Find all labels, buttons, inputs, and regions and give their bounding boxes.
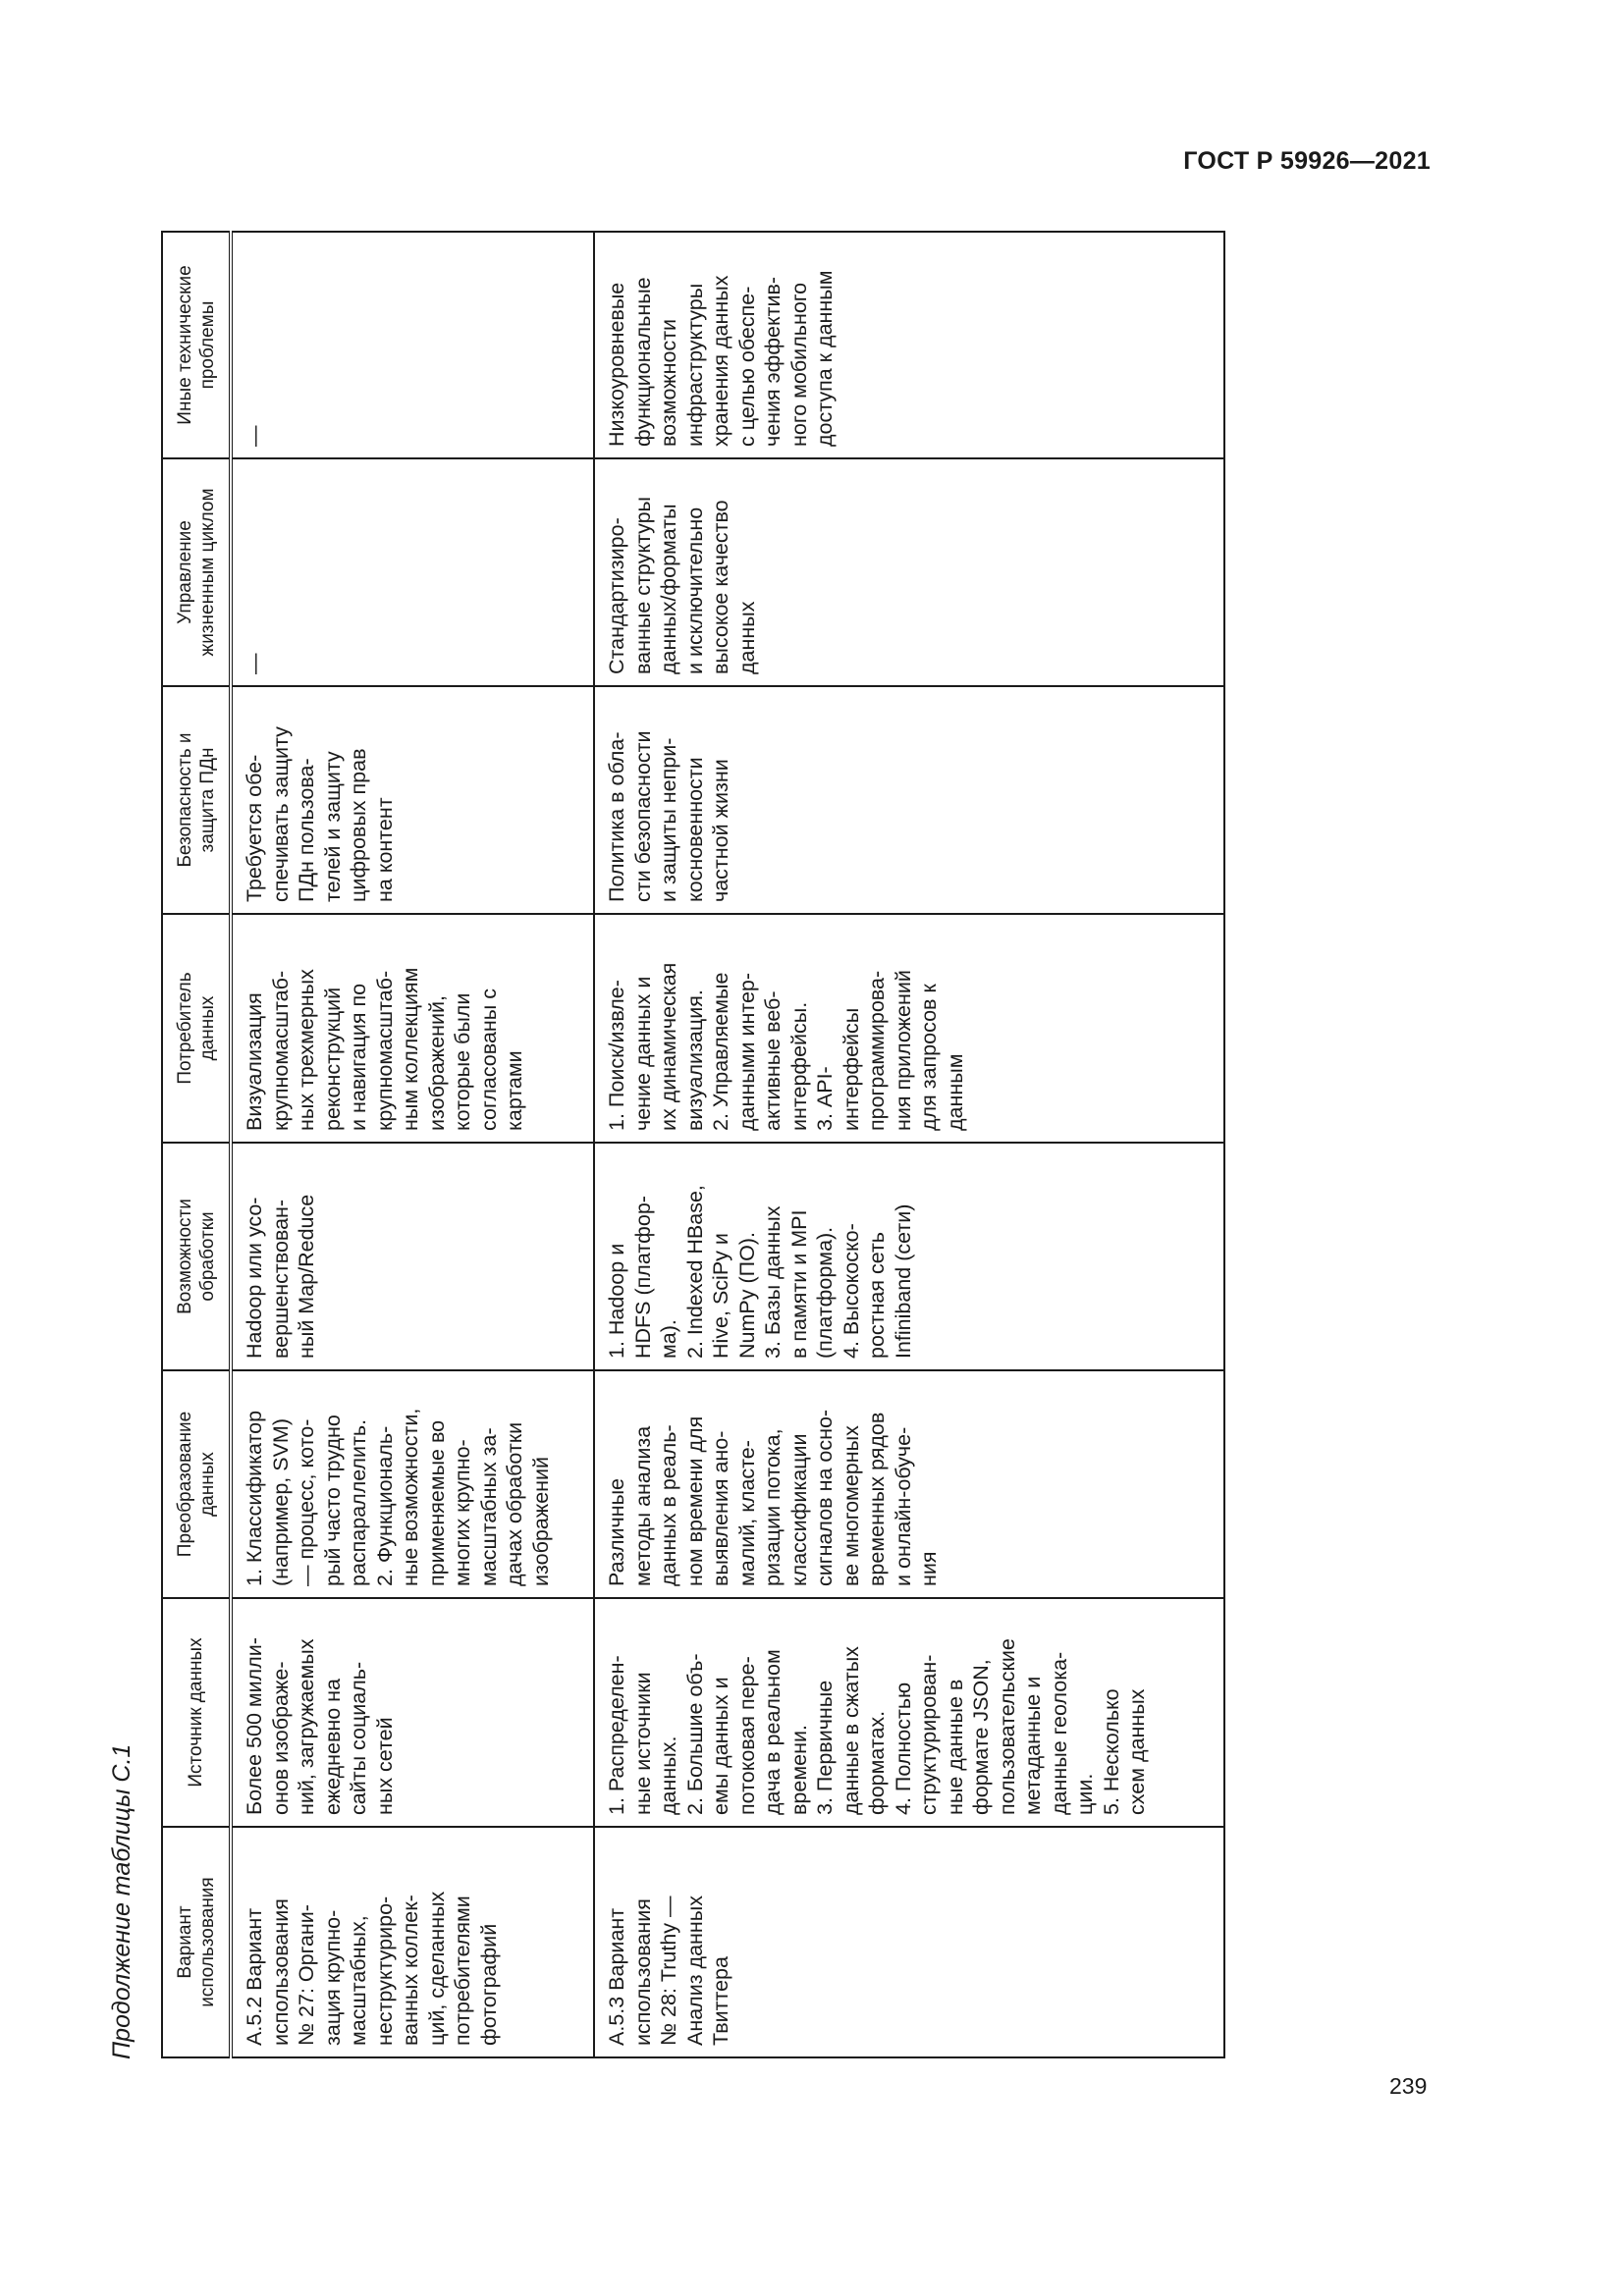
- cell-lifecycle: Стандартизиро- ванные структуры данных/форматы и исключительно высокое качество данных: [594, 458, 1224, 686]
- cell-consumer: 1. Поиск/извле- чение данных и их динамическая визуализация. 2. Управляемые данными интер- активные веб- интерфейсы. 3. API- интерфейсы программирова- ния приложений для запросов к данным: [594, 914, 1224, 1143]
- rotated-table-wrapper: [161, 233, 1225, 2058]
- header-row: [162, 232, 231, 2057]
- cell-data-source: 1. Распределен- ные источники данных. 2. Большие объ- емы данных и потоковая пере- дача в реальном времени. 3. Первичные данные в сжатых форматах. 4. Полностью структурирован- ные данные в формате JSON, пользовательские метаданные и данные геолока- ции. 5. Несколько схем данных: [594, 1598, 1224, 1827]
- table-row: [594, 232, 1224, 2057]
- cell-security: Требуется обе- спечивать защиту ПДн пользова- телей и защиту цифровых прав на контент: [231, 686, 594, 914]
- page-number: 239: [1389, 2073, 1428, 2099]
- cell-use-case: А.5.3 Вариант использования № 28: Truthy — Анализ данных Твиттера: [594, 1827, 1224, 2057]
- col-header-lifecycle: Управление жизненным циклом: [162, 458, 231, 686]
- cell-transformation: 1. Классификатор (например, SVM) — процесс, кото- рый часто трудно распараллелить. 2. Функциональ- ные возможности, применяемые во многих крупно- масштабных за- дачах обработки изображений: [231, 1370, 594, 1598]
- cell-capabilities: 1. Hadoop и HDFS (платфор- ма). 2. Indexed HBase, Hive, SciPy и NumPy (ПО). 3. Базы данных в памяти и MPI (платформа). 4. Высокоско- ростная сеть Infiniband (сети): [594, 1143, 1224, 1370]
- col-header-security: Безопасность и защита ПДн: [162, 686, 231, 914]
- col-header-consumer: Потребитель данных: [162, 914, 231, 1143]
- cell-other: —: [231, 232, 594, 458]
- col-header-capabilities: Возможности обработки: [162, 1143, 231, 1370]
- standard-code: ГОСТ Р 59926—2021: [1183, 147, 1431, 175]
- table-row: [231, 232, 594, 2057]
- col-header-transformation: Преобразование данных: [162, 1370, 231, 1598]
- cell-transformation: Различные методы анализа данных в реаль- ном времени для выявления ано- малий, класте- ризации потока, классификации сигналов на осно- ве многомерных временных рядов и онлайн-обуче- ния: [594, 1370, 1224, 1598]
- cell-security: Политика в обла- сти безопасности и защиты непри- косновенности частной жизни: [594, 686, 1224, 914]
- cell-capabilities: Hadoop или усо- вершенствован- ный Map/Reduce: [231, 1143, 594, 1370]
- cell-data-source: Более 500 милли- онов изображе- ний, загружаемых ежедневно на сайты социаль- ных сетей: [231, 1598, 594, 1827]
- col-header-data-source: Источник данных: [162, 1598, 231, 1827]
- cell-other: Низкоуровневые функциональные возможности инфраструктуры хранения данных с целью обеспе- чения эффектив- ного мобильного доступа к данным: [594, 232, 1224, 458]
- table-caption: Продолжение таблицы С.1: [108, 1743, 135, 2059]
- col-header-other: Иные технические проблемы: [162, 232, 231, 458]
- cell-use-case: А.5.2 Вариант использования № 27: Органи- зация крупно- масштабных, неструктуриро- ванных коллек- ций, сделанных потребителями фотографий: [231, 1827, 594, 2057]
- col-header-use-case: Вариант использования: [162, 1827, 231, 2057]
- cell-lifecycle: —: [231, 458, 594, 686]
- cell-consumer: Визуализация крупномасштаб- ных трехмерных реконструкций и навигация по крупномасштаб- ным коллекциям изображений, которые были согласованы с картами: [231, 914, 594, 1143]
- use-case-table: [161, 231, 1225, 2058]
